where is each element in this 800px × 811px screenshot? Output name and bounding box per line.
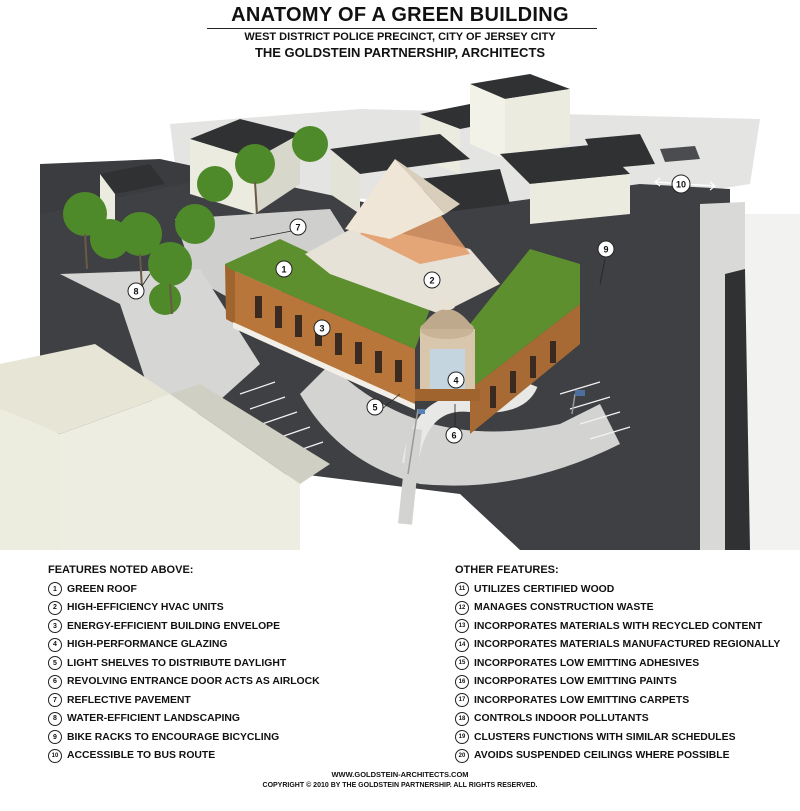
list-item: 17 INCORPORATES LOW EMITTING CARPETS [455, 691, 780, 710]
list-item: 16 INCORPORATES LOW EMITTING PAINTS [455, 673, 780, 692]
number-badge: 5 [48, 656, 62, 670]
list-item: 8 WATER-EFFICIENT LANDSCAPING [48, 710, 320, 729]
number-badge: 2 [48, 601, 62, 615]
callout-3 [314, 320, 330, 336]
callout-4 [448, 372, 464, 388]
number-badge: 4 [48, 638, 62, 652]
number-badge: 19 [455, 730, 469, 744]
number-badge: 16 [455, 675, 469, 689]
list-item: 11 UTILIZES CERTIFIED WOOD [455, 580, 780, 599]
list-item: 3 ENERGY-EFFICIENT BUILDING ENVELOPE [48, 617, 320, 636]
project-subtitle: WEST DISTRICT POLICE PRECINCT, CITY OF JERSEY CITY [244, 31, 556, 43]
callout-9 [598, 241, 614, 257]
callout-5 [367, 399, 383, 415]
website-url: WWW.GOLDSTEIN-ARCHITECTS.COM [331, 770, 469, 779]
number-badge: 10 [48, 749, 62, 763]
list-item: 12 MANAGES CONSTRUCTION WASTE [455, 599, 780, 618]
callout-1 [276, 261, 292, 277]
list-item: 15 INCORPORATES LOW EMITTING ADHESIVES [455, 654, 780, 673]
svg-text:1: 1 [281, 264, 287, 275]
features-noted-heading: FEATURES NOTED ABOVE: [48, 564, 194, 576]
list-item: 9 BIKE RACKS TO ENCOURAGE BICYCLING [48, 728, 320, 747]
number-badge: 8 [48, 712, 62, 726]
list-item: 10 ACCESSIBLE TO BUS ROUTE [48, 747, 320, 766]
list-item: 19 CLUSTERS FUNCTIONS WITH SIMILAR SCHEDULES [455, 728, 780, 747]
number-badge: 7 [48, 693, 62, 707]
copyright-notice: COPYRIGHT © 2010 BY THE GOLDSTEIN PARTNERSHIP. ALL RIGHTS RESERVED. [262, 782, 538, 789]
list-item: 7 REFLECTIVE PAVEMENT [48, 691, 320, 710]
list-item: 1 GREEN ROOF [48, 580, 320, 599]
callout-10 [672, 175, 690, 193]
list-item: 2 HIGH-EFFICIENCY HVAC UNITS [48, 599, 320, 618]
callout-7 [290, 219, 306, 235]
svg-text:4: 4 [453, 375, 459, 386]
callout-2 [424, 272, 440, 288]
list-item: 14 INCORPORATES MATERIALS MANUFACTURED REGIONALLY [455, 636, 780, 655]
svg-text:2: 2 [429, 275, 435, 286]
number-badge: 15 [455, 656, 469, 670]
svg-text:6: 6 [451, 430, 457, 441]
svg-text:7: 7 [295, 222, 301, 233]
other-features-heading: OTHER FEATURES: [455, 564, 559, 576]
number-badge: 11 [455, 582, 469, 596]
svg-text:5: 5 [372, 402, 378, 413]
number-badge: 1 [48, 582, 62, 596]
callout-8 [128, 283, 144, 299]
list-item: 18 CONTROLS INDOOR POLLUTANTS [455, 710, 780, 729]
svg-text:10: 10 [675, 179, 687, 190]
number-badge: 9 [48, 730, 62, 744]
title-underline [207, 28, 597, 29]
building-illustration [0, 64, 800, 550]
list-item: 20 AVOIDS SUSPENDED CEILINGS WHERE POSSIBLE [455, 747, 780, 766]
number-badge: 12 [455, 601, 469, 615]
firm-name: THE GOLDSTEIN PARTNERSHIP, ARCHITECTS [254, 45, 546, 60]
list-item: 6 REVOLVING ENTRANCE DOOR ACTS AS AIRLOCK [48, 673, 320, 692]
svg-text:3: 3 [319, 323, 325, 334]
number-badge: 14 [455, 638, 469, 652]
list-item: 13 INCORPORATES MATERIALS WITH RECYCLED CONTENT [455, 617, 780, 636]
callout-6 [446, 427, 462, 443]
other-features-list [455, 580, 780, 765]
number-badge: 13 [455, 619, 469, 633]
number-badge: 18 [455, 712, 469, 726]
list-item: 4 HIGH-PERFORMANCE GLAZING [48, 636, 320, 655]
number-badge: 3 [48, 619, 62, 633]
number-badge: 6 [48, 675, 62, 689]
list-item: 5 LIGHT SHELVES TO DISTRIBUTE DAYLIGHT [48, 654, 320, 673]
page-title: ANATOMY OF A GREEN BUILDING [231, 4, 569, 26]
number-badge: 20 [455, 749, 469, 763]
number-badge: 17 [455, 693, 469, 707]
svg-text:8: 8 [133, 286, 139, 297]
svg-text:9: 9 [603, 244, 609, 255]
features-noted-list [48, 580, 320, 765]
